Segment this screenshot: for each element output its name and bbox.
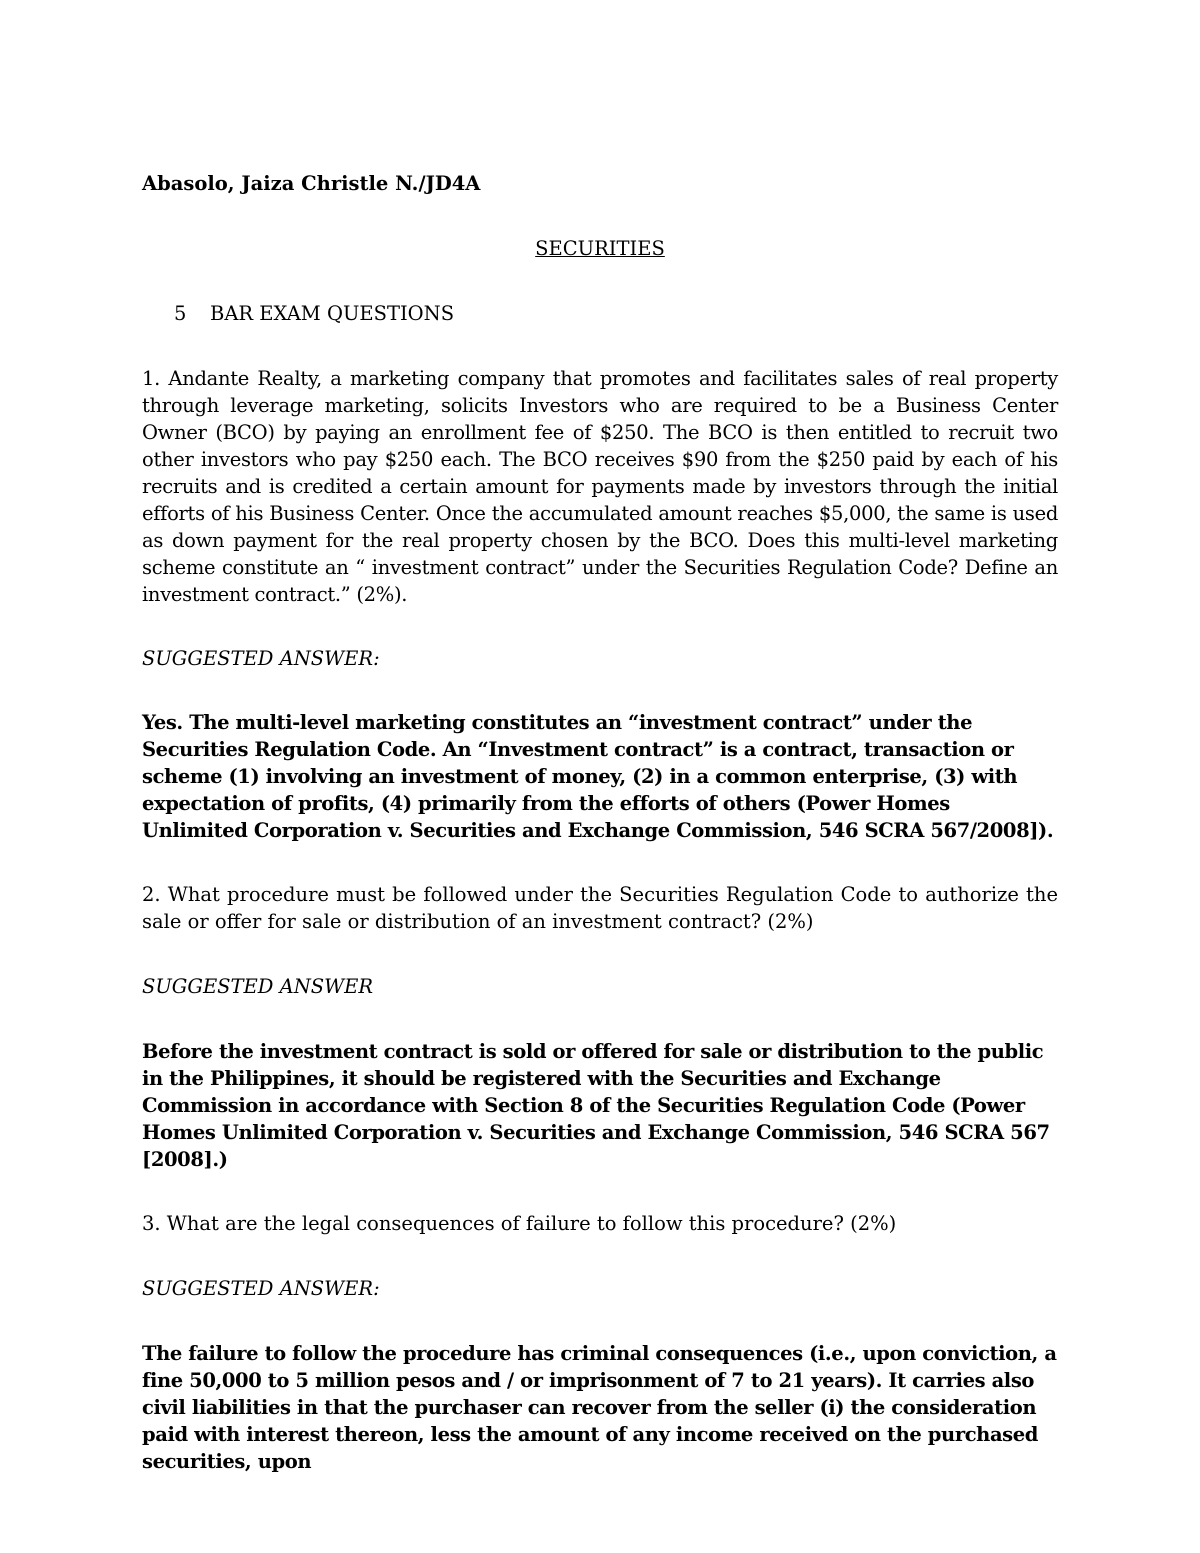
- answer-label-3: SUGGESTED ANSWER:: [142, 1277, 380, 1300]
- author-line: Abasolo, Jaiza Christle N./JD4A: [142, 172, 481, 195]
- document-title: SECURITIES: [535, 237, 665, 260]
- answer-3: The failure to follow the procedure has criminal consequences (i.e., upon conviction, a fine 50,000 to 5 million pesos and / or imprisonment of 7 to 21 years). It carries also civil liabilities in that the purchaser can recover from the seller (i) the consideration paid with interest thereon, less the amount of any income received on the purchased securities, upon: [142, 1342, 1057, 1473]
- document-subtitle: [142, 300, 1058, 327]
- question-2: 2. What procedure must be followed under the Securities Regulation Code to authorize the sale or offer for sale or distribution of an investment contract? (2%): [142, 883, 1058, 933]
- answer-label-1: SUGGESTED ANSWER:: [142, 647, 380, 670]
- question-3: 3. What are the legal consequences of failure to follow this procedure? (2%): [142, 1212, 897, 1235]
- subtitle-number: 5: [174, 302, 187, 325]
- subtitle-text: BAR EXAM QUESTIONS: [210, 302, 455, 325]
- answer-2: Before the investment contract is sold or offered for sale or distribution to the public in the Philippines, it should be registered with the Securities and Exchange Commission in accordance with Section 8 of the Securities Regulation Code (Power Homes Unlimited Corporation v. Securities and Exchange Commission, 546 SCRA 567 [2008].): [142, 1040, 1050, 1171]
- answer-label-2: SUGGESTED ANSWER: [142, 975, 374, 998]
- document-body: [142, 170, 1058, 1475]
- question-1: 1. Andante Realty, a marketing company that promotes and facilitates sales of real property through leverage marketing, solicits Investors who are required to be a Business Center Owner (BCO) by paying an enrollment fee of $250. The BCO is then entitled to recruit two other investors who pay $250 each. The BCO receives $90 from the $250 paid by each of his recruits and is credited a certain amount for payments made by investors through the initial efforts of his Business Center. Once the accumulated amount reaches $5,000, the same is used as down payment for the real property chosen by the BCO. Does this multi-level marketing scheme constitute an “ investment contract” under the Securities Regulation Code? Define an investment contract.” (2%).: [142, 367, 1058, 606]
- answer-1: Yes. The multi-level marketing constitutes an “investment contract” under the Securities Regulation Code. An “Investment contract” is a contract, transaction or scheme (1) involving an investment of money, (2) in a common enterprise, (3) with expectation of profits, (4) primarily from the efforts of others (Power Homes Unlimited Corporation v. Securities and Exchange Commission, 546 SCRA 567/2008]).: [142, 711, 1054, 842]
